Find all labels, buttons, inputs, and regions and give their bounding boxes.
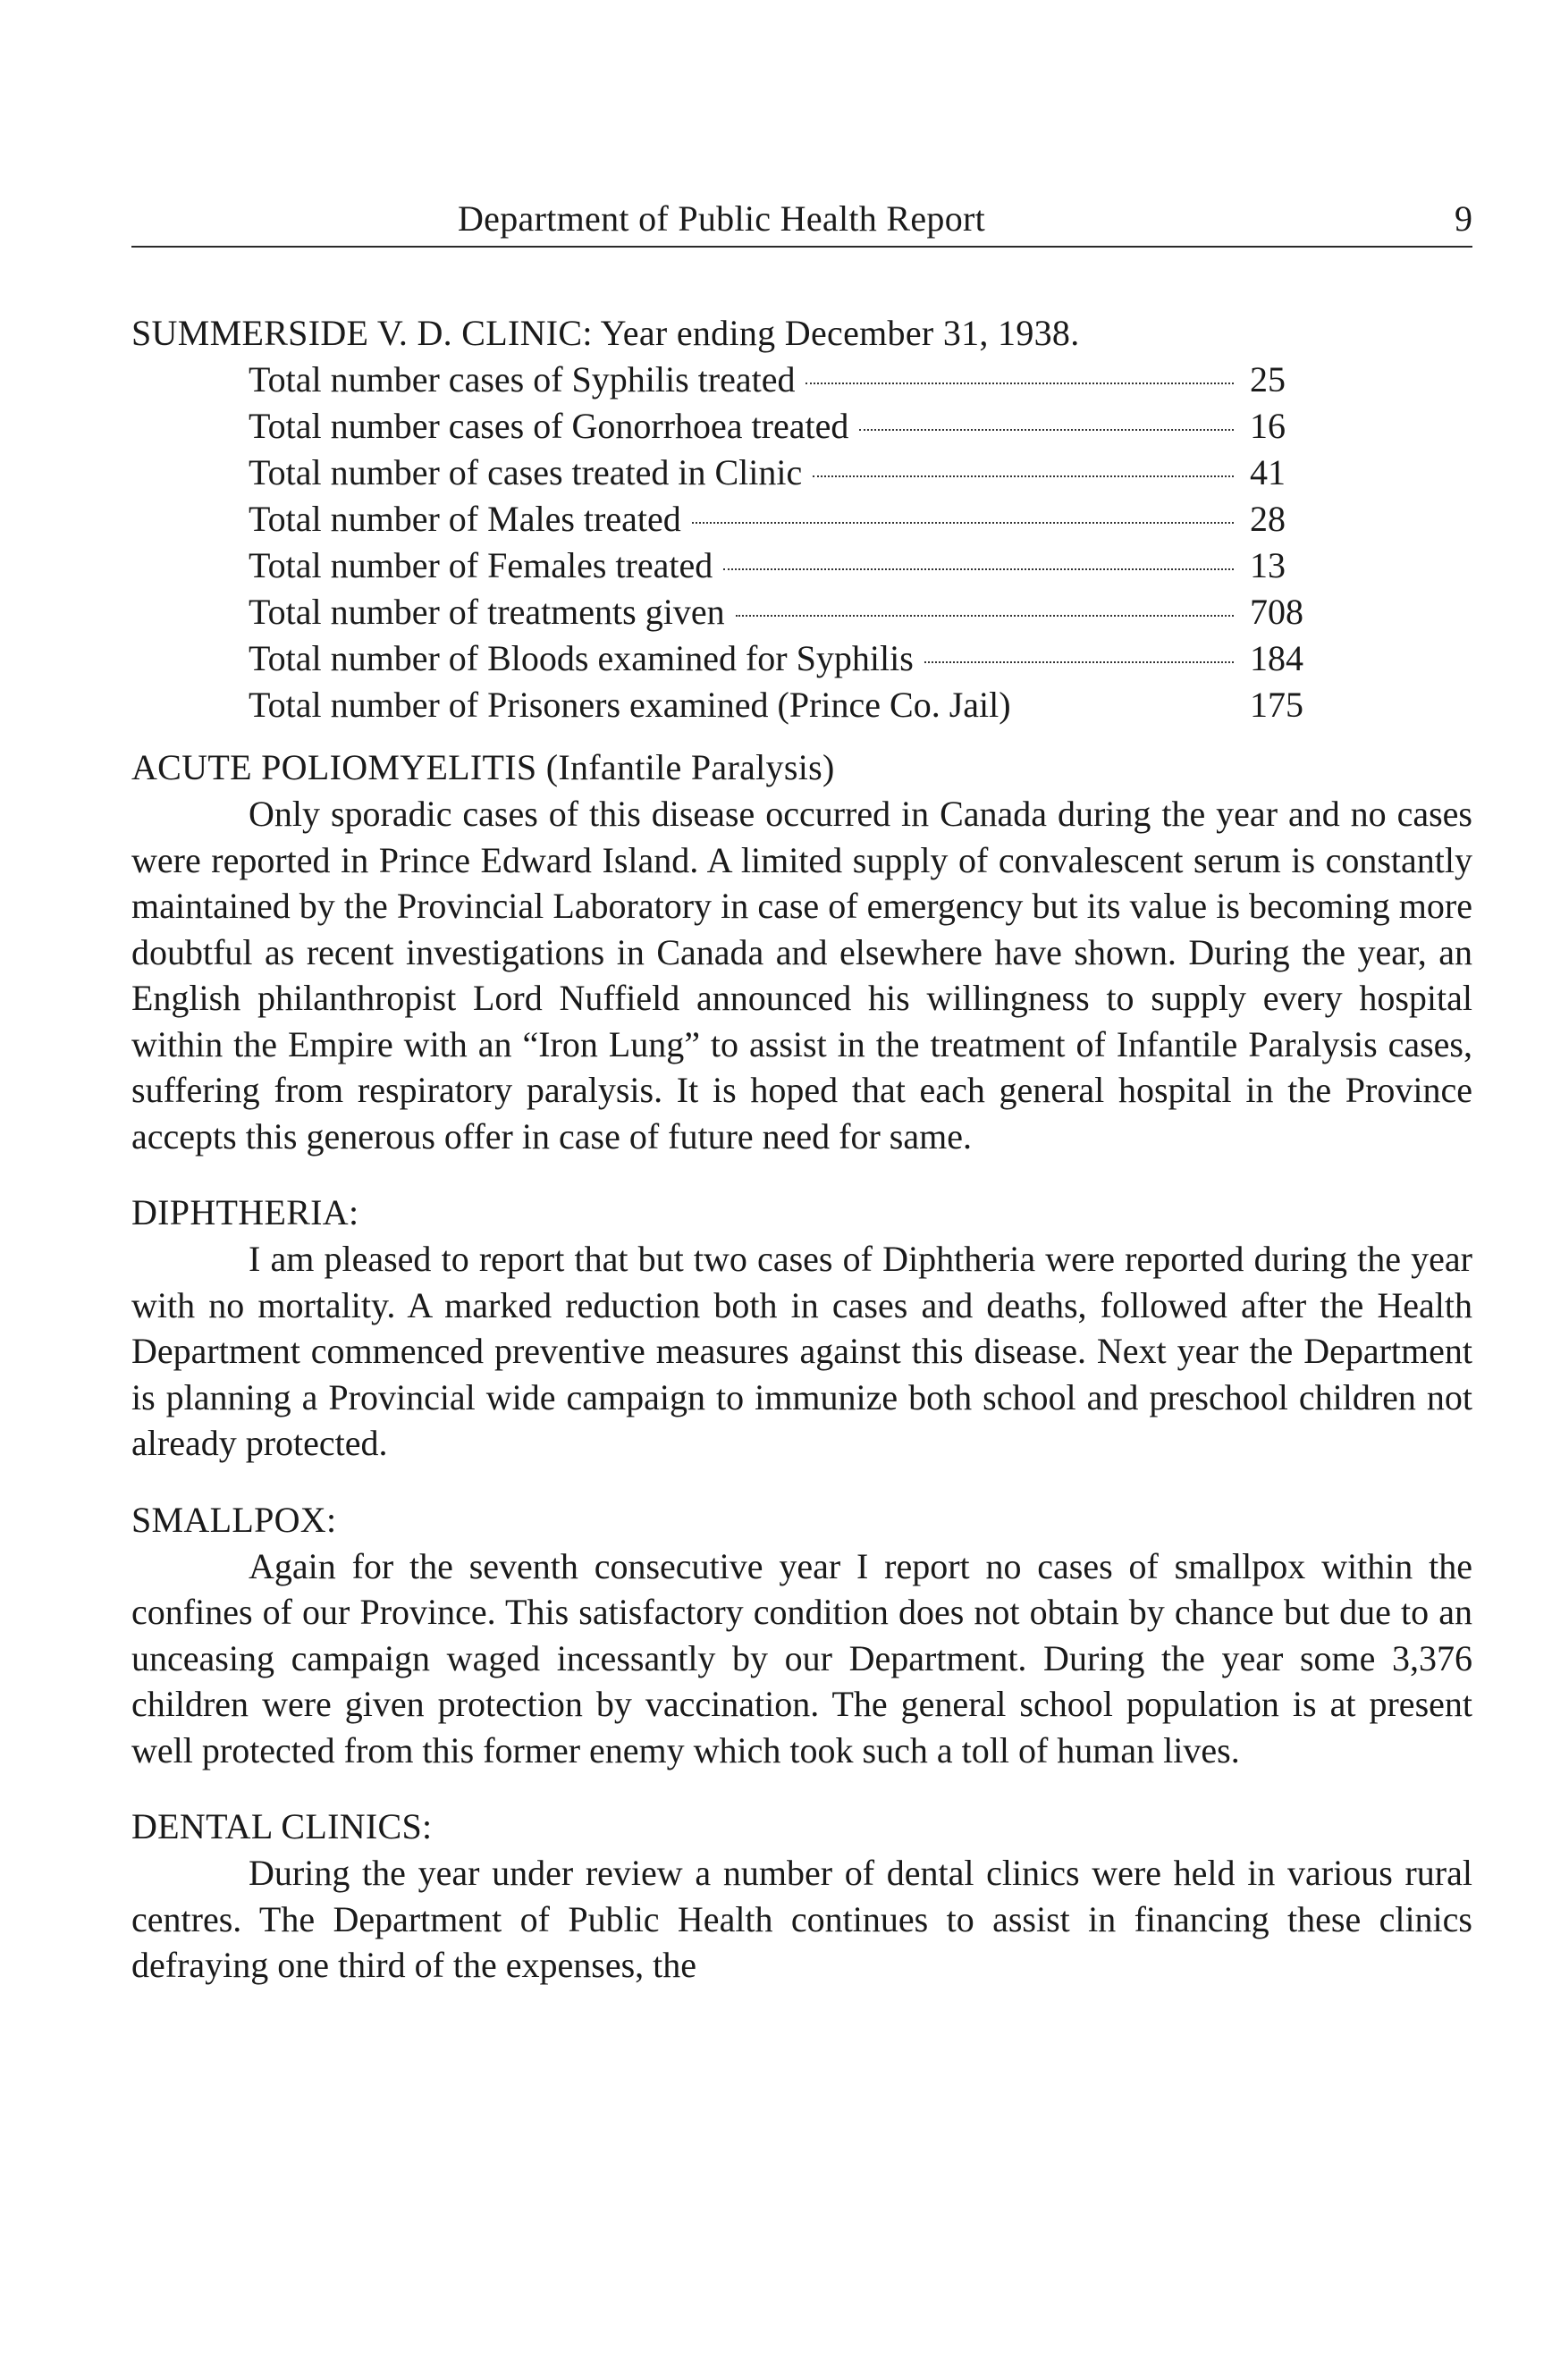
stat-label: Total number of Prisoners examined (Prince Co. Jail) — [249, 685, 1011, 725]
stat-value: 16 — [1250, 406, 1286, 446]
section-text-dental-clinics: During the year under review a number of dental clinics were held in various rural centres. The Department of Public Health continues to assist in financing these clinics defraying one third of the expenses, the — [131, 1853, 1472, 1985]
stat-row — [249, 635, 1348, 682]
stat-row — [249, 357, 1348, 403]
stat-value: 41 — [1250, 452, 1286, 492]
stat-row — [249, 542, 1348, 589]
stat-label: Total number cases of Syphilis treated — [249, 359, 796, 399]
stat-row — [249, 589, 1348, 635]
stat-value: 708 — [1250, 592, 1303, 632]
section-text-poliomyelitis: Only sporadic cases of this disease occurred in Canada during the year and no cases were reported in Prince Edward Island. A limited supply of convalescent serum is constantly maintained by the Provincial Laboratory in case of emergency but its value is becoming more doubtful as recent investigations in Canada and elsewhere have shown. During the year, an English philanthropist Lord Nuffield announced his willingness to supply every hospital within the Empire with an “Iron Lung” to assist in the treatment of Infantile Paralysis cases, suffering from respiratory paralysis. It is hoped that each general hospital in the Province accepts this generous offer in case of future need for same. — [131, 794, 1472, 1156]
stat-row — [249, 682, 1348, 728]
stat-row — [249, 450, 1348, 496]
section-heading-smallpox: SMALLPOX: — [131, 1499, 337, 1540]
stat-value: 13 — [1250, 545, 1286, 585]
dot-leader — [736, 615, 1234, 617]
section-text-smallpox: Again for the seventh consecutive year I report no cases of smallpox within the confines of our Province. This satisfactory condition does not obtain by chance but due to an unceasing campaign waged incessantly by our Department. During the year some 3,376 children were given protection by vaccination. The general school population is at present well protected from this former enemy which took such a toll of human lives. — [131, 1545, 1472, 1770]
stat-value: 25 — [1250, 359, 1286, 399]
page-number: 9 — [1455, 198, 1472, 239]
clinic-stats-table — [249, 357, 1348, 728]
dot-leader — [723, 568, 1234, 570]
section-heading-poliomyelitis: ACUTE POLIOMYELITIS (Infantile Paralysis) — [131, 747, 835, 787]
stat-row — [249, 496, 1348, 542]
dot-leader — [924, 661, 1234, 663]
stat-label: Total number of cases treated in Clinic — [249, 452, 803, 492]
dot-leader — [813, 475, 1234, 477]
stat-label: Total number cases of Gonorrhoea treated — [249, 406, 849, 446]
document-page — [131, 192, 1472, 1989]
dot-leader — [859, 429, 1234, 431]
running-header — [131, 192, 1472, 248]
stat-label: Total number of Females treated — [249, 545, 713, 585]
dot-leader — [806, 383, 1234, 384]
header-title: Department of Public Health Report — [458, 198, 986, 239]
stat-label: Total number of Males treated — [249, 499, 681, 539]
stat-value: 184 — [1250, 638, 1303, 678]
stat-label: Total number of Bloods examined for Syphilis — [249, 638, 914, 678]
stat-value: 175 — [1250, 685, 1303, 725]
clinic-title: SUMMERSIDE V. D. CLINIC: Year ending December 31, 1938. — [131, 313, 1080, 353]
section-heading-dental-clinics: DENTAL CLINICS: — [131, 1806, 433, 1846]
stat-row — [249, 403, 1348, 450]
stat-label: Total number of treatments given — [249, 592, 725, 632]
section-heading-diphtheria: DIPHTHERIA: — [131, 1192, 359, 1232]
dot-leader — [692, 522, 1234, 524]
section-text-diphtheria: I am pleased to report that but two cases of Diphtheria were reported during the year with no mortality. A marked reduction both in cases and deaths, followed after the Health Department commenced preventive measures against this disease. Next year the Department is planning a Provincial wide campaign to immunize both school and preschool children not already protected. — [131, 1239, 1472, 1463]
stat-value: 28 — [1250, 499, 1286, 539]
